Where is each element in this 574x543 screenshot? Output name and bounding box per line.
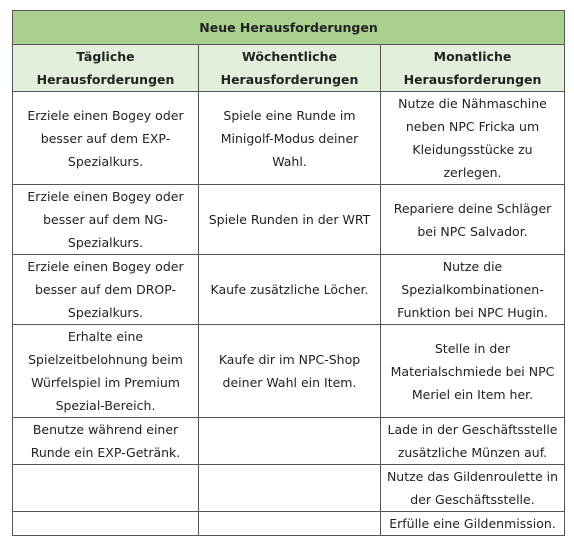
- table-row: [13, 92, 565, 185]
- header-monthly: Monatliche Herausforderungen: [381, 45, 565, 92]
- header-weekly: Wöchentliche Herausforderungen: [199, 45, 381, 92]
- cell-daily: Erziele einen Bogey oder besser auf dem DROP-Spezialkurs.: [13, 255, 199, 325]
- table-row: [13, 512, 565, 536]
- cell-weekly: Kaufe dir im NPC-Shop deiner Wahl ein Item.: [199, 325, 381, 418]
- cell-daily: [13, 512, 199, 536]
- table-title: Neue Herausforderungen: [13, 11, 565, 45]
- cell-monthly: Nutze das Gildenroulette in der Geschäftsstelle.: [381, 465, 565, 512]
- table-row: [13, 325, 565, 418]
- cell-daily: [13, 465, 199, 512]
- table-row: [13, 185, 565, 255]
- header-row: [13, 45, 565, 92]
- cell-daily: Erhalte eine Spielzeitbelohnung beim Würfelspiel im Premium Spezial-Bereich.: [13, 325, 199, 418]
- cell-monthly: Nutze die Spezialkombinationen-Funktion bei NPC Hugin.: [381, 255, 565, 325]
- cell-weekly: [199, 512, 381, 536]
- cell-daily: Erziele einen Bogey oder besser auf dem NG-Spezialkurs.: [13, 185, 199, 255]
- cell-daily: Benutze während einer Runde ein EXP-Getränk.: [13, 418, 199, 465]
- cell-daily: Erziele einen Bogey oder besser auf dem EXP-Spezialkurs.: [13, 92, 199, 185]
- cell-monthly: Erfülle eine Gildenmission.: [381, 512, 565, 536]
- header-daily: Tägliche Herausforderungen: [13, 45, 199, 92]
- cell-weekly: Spiele eine Runde im Minigolf-Modus deiner Wahl.: [199, 92, 381, 185]
- cell-weekly: Spiele Runden in der WRT: [199, 185, 381, 255]
- cell-monthly: Repariere deine Schläger bei NPC Salvador.: [381, 185, 565, 255]
- cell-weekly: [199, 465, 381, 512]
- cell-monthly: Nutze die Nähmaschine neben NPC Fricka um Kleidungsstücke zu zerlegen.: [381, 92, 565, 185]
- title-row: [13, 11, 565, 45]
- table-row: [13, 255, 565, 325]
- cell-weekly: [199, 418, 381, 465]
- challenges-table: [12, 10, 565, 536]
- table-row: [13, 465, 565, 512]
- cell-monthly: Stelle in der Materialschmiede bei NPC Meriel ein Item her.: [381, 325, 565, 418]
- cell-monthly: Lade in der Geschäftsstelle zusätzliche Münzen auf.: [381, 418, 565, 465]
- cell-weekly: Kaufe zusätzliche Löcher.: [199, 255, 381, 325]
- table-row: [13, 418, 565, 465]
